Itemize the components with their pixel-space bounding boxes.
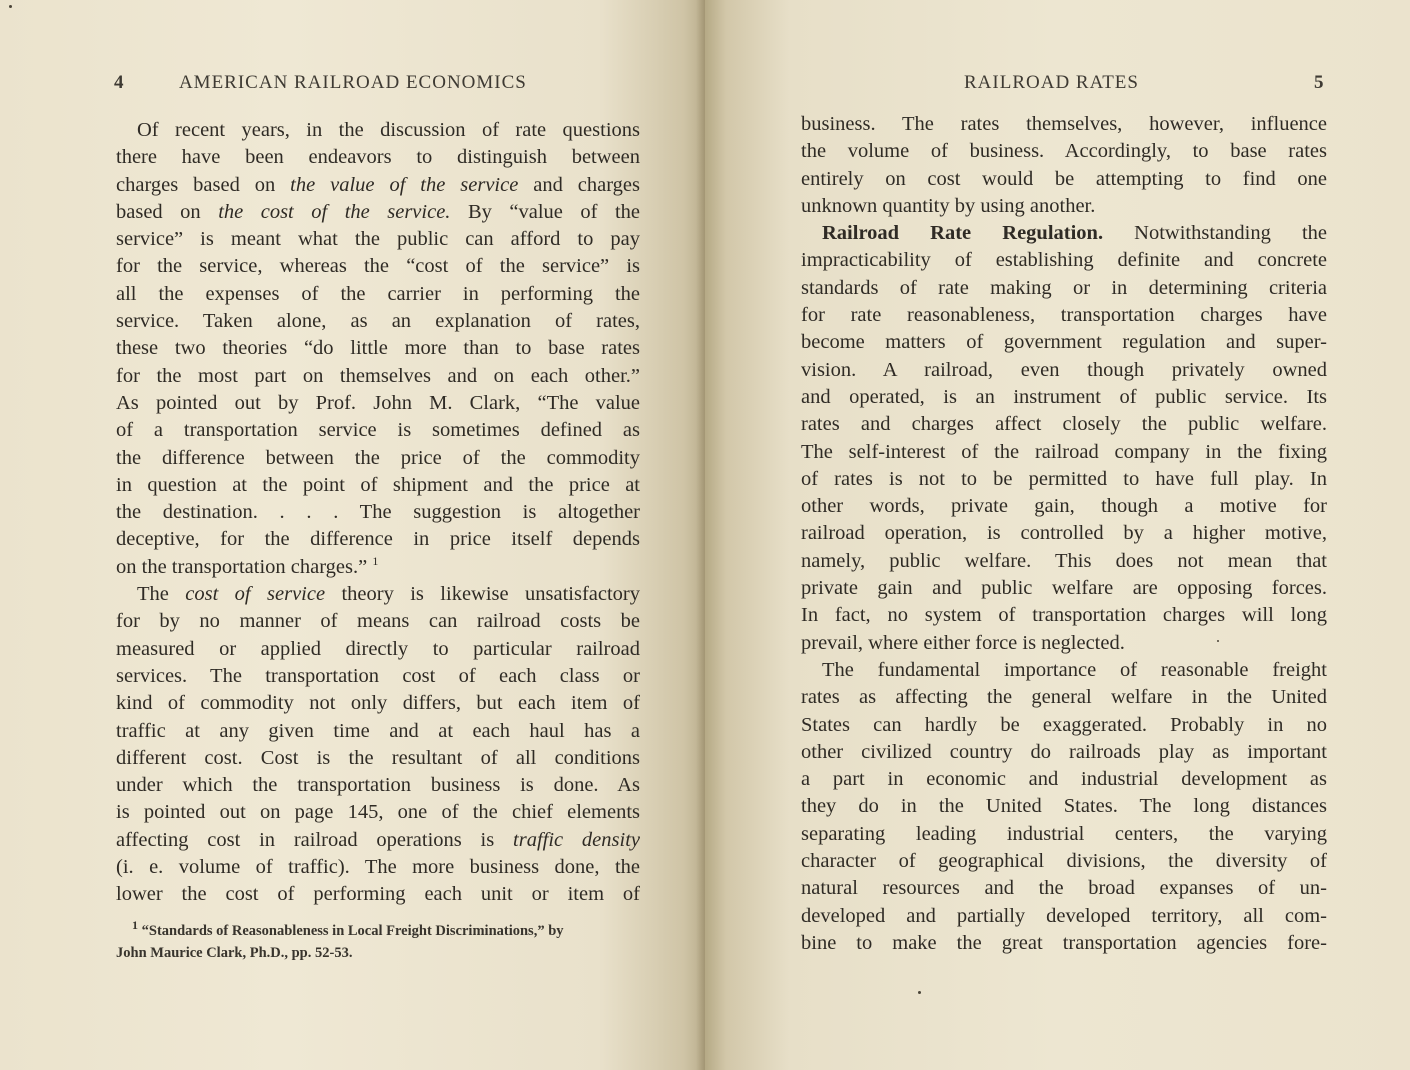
text-line: business. The rates themselves, however, influence — [801, 113, 1327, 135]
left-body-text — [116, 117, 640, 909]
italic-phrase: the value of the service — [290, 173, 519, 196]
footnote-continued — [116, 943, 352, 964]
italic-phrase: cost of service — [185, 583, 326, 606]
text-line: of a transportation service is sometimes defined as — [116, 419, 640, 442]
text-line: under which the transportation business is done. As — [116, 774, 640, 797]
text-line: bine to make the great transportation agencies fore- — [801, 931, 1327, 954]
text-line: standards of rate making or in determining criteria — [801, 276, 1327, 299]
text-line: lower the cost of performing each unit or item of — [116, 883, 640, 906]
text-line: charges based on the value of the service and charges — [116, 173, 640, 196]
text-line: namely, public welfare. This does not mean that — [801, 549, 1327, 572]
text-line: Railroad Rate Regulation. Notwithstanding the — [822, 222, 1327, 245]
footnote-line: $^1$ “Standards of Reasonableness in Local Freight Discriminations,” by — [132, 918, 564, 939]
section-heading: Railroad Rate Regulation. — [822, 222, 1104, 245]
text-line: service” is meant what the public can afford to pay — [116, 228, 640, 251]
right-running-title: RAILROAD RATES — [964, 72, 1139, 93]
text-line: other civilized country do railroads play as important — [801, 740, 1327, 763]
text-line: (i. e. volume of traffic). The more business done, the — [116, 856, 640, 879]
right-page — [705, 0, 1410, 1070]
text-line: The self-interest of the railroad company in the fixing — [801, 440, 1327, 463]
text-line: kind of commodity not only differs, but each item of — [116, 692, 640, 715]
print-speck — [918, 991, 921, 994]
text-line: services. The transportation cost of each class or — [116, 664, 640, 687]
print-speck — [1217, 640, 1219, 642]
text-line: other words, private gain, though a motive for — [801, 495, 1327, 518]
text-line: As pointed out by Prof. John M. Clark, “The value — [116, 391, 640, 414]
italic-phrase: traffic density — [513, 828, 640, 851]
text-line: become matters of government regulation and super- — [801, 331, 1327, 354]
text-line: different cost. Cost is the resultant of all conditions — [116, 746, 640, 769]
text-line: developed and partially developed territory, all com- — [801, 904, 1327, 927]
text-line: vision. A railroad, even though privately owned — [801, 358, 1327, 381]
text-line: States can hardly be exaggerated. Probably in no — [801, 713, 1327, 736]
footnote-line: John Maurice Clark, Ph.D., pp. 52-53. — [116, 945, 353, 961]
text-line: the difference between the price of the commodity — [116, 446, 640, 469]
text-line: prevail, where either force is neglected. — [801, 631, 1125, 654]
text-line: in question at the point of shipment and the price at — [116, 473, 640, 496]
text-line: and operated, is an instrument of public service. Its — [801, 385, 1327, 408]
text-line: Of recent years, in the discussion of rate questions — [137, 119, 640, 141]
text-line: of rates is not to be permitted to have full play. In — [801, 467, 1327, 490]
text-line: natural resources and the broad expanses of un- — [801, 877, 1327, 900]
text-line: deceptive, for the difference in price itself depends — [116, 528, 640, 551]
text-line: rates as affecting the general welfare in the United — [801, 686, 1327, 709]
text-line: for the most part on themselves and on each other.” — [116, 364, 640, 387]
text-line: impracticability of establishing definite and concrete — [801, 249, 1327, 272]
text-line: private gain and public welfare are opposing forces. — [801, 577, 1327, 600]
text-line: on the transportation charges.” $^1$ — [116, 553, 379, 578]
left-page-header — [114, 72, 527, 94]
text-line: a part in economic and industrial development as — [801, 768, 1327, 791]
left-running-title: AMERICAN RAILROAD ECONOMICS — [178, 72, 527, 93]
text-line: entirely on cost would be attempting to find one — [801, 167, 1327, 190]
footnote — [132, 918, 564, 942]
text-line: there have been endeavors to distinguish between — [116, 146, 640, 169]
text-line: service. Taken alone, as an explanation of rates, — [116, 310, 640, 333]
text-line: unknown quantity by using another. — [801, 194, 1096, 217]
text-line: the destination. . . . The suggestion is altogether — [116, 501, 640, 524]
right-page-number: 5 — [1314, 72, 1325, 93]
right-body-text — [801, 111, 1327, 957]
text-line: The cost of service theory is likewise unsatisfactory — [137, 583, 641, 606]
text-line: the volume of business. Accordingly, to base rates — [801, 140, 1327, 163]
text-line: they do in the United States. The long distances — [801, 795, 1327, 818]
italic-phrase: the cost of the service. — [218, 200, 451, 223]
text-line: affecting cost in railroad operations is traffic density — [116, 828, 640, 851]
text-line: measured or applied directly to particular railroad — [116, 637, 640, 660]
text-line: based on the cost of the service. By “value of the — [116, 200, 640, 223]
text-line: The fundamental importance of reasonable freight — [822, 658, 1327, 681]
text-line: these two theories “do little more than to base rates — [116, 337, 640, 360]
text-line: railroad operation, is controlled by a higher motive, — [801, 522, 1327, 545]
text-line: traffic at any given time and at each haul has a — [116, 719, 640, 742]
footnote-marker: 1 — [132, 918, 138, 933]
text-line: for the service, whereas the “cost of the service” is — [116, 255, 640, 278]
print-speck — [9, 5, 12, 8]
text-line: is pointed out on page 145, one of the chief elements — [116, 801, 640, 824]
text-line: separating leading industrial centers, the varying — [801, 822, 1327, 845]
text-line: all the expenses of the carrier in performing the — [116, 282, 640, 305]
text-line: character of geographical divisions, the diversity of — [801, 850, 1327, 873]
left-page-number: 4 — [114, 72, 125, 93]
text-line: for by no manner of means can railroad costs be — [116, 610, 640, 633]
text-line: rates and charges affect closely the public welfare. — [801, 413, 1327, 436]
text-line: In fact, no system of transportation charges will long — [801, 604, 1327, 627]
text-line: for rate reasonableness, transportation charges have — [801, 304, 1327, 327]
footnote-ref: 1 — [372, 553, 379, 568]
